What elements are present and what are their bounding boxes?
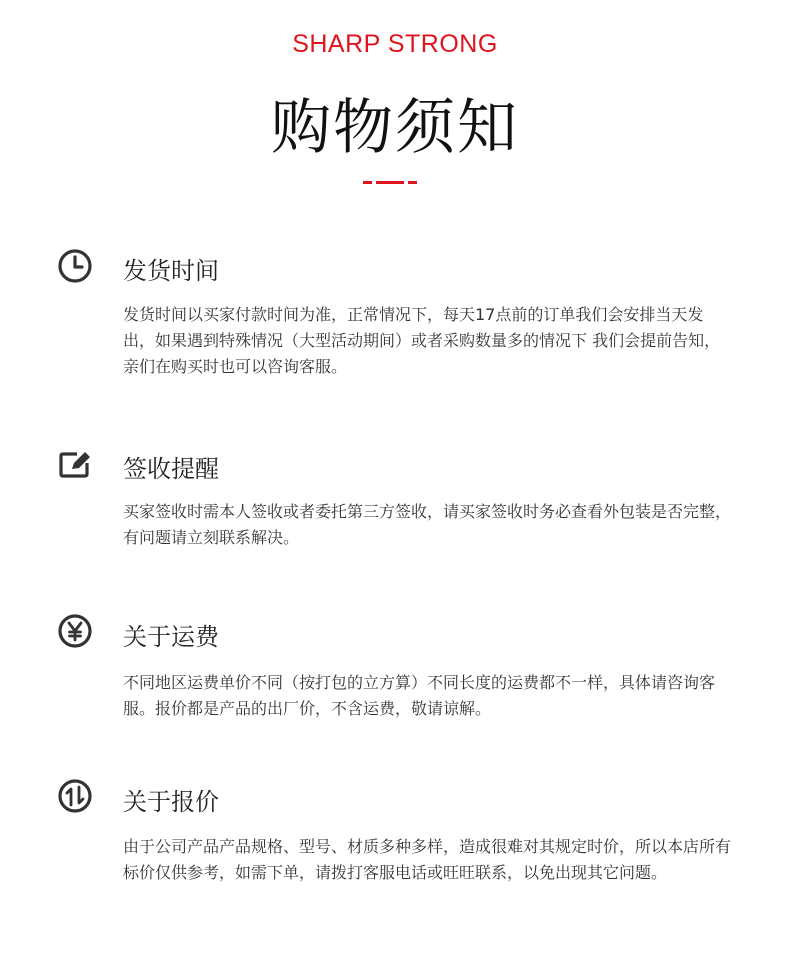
section-body: 买家签收时需本人签收或者委托第三方签收，请买家签收时务必查看外包装是否完整，有问题请立刻联系解决。 (123, 502, 732, 547)
page-title: 购物须知 (271, 93, 519, 163)
section-body: 由于公司产品产品规格、型号、材质多种多样，造成很难对其规定时价，所以本店所有标价仅供参考，如需下单，请拨打客服电话或旺旺联系，以免出现其它问题。 (123, 837, 732, 882)
section-heading: 关于运费 (123, 623, 219, 651)
divider-segment-right (408, 181, 417, 184)
divider-segment-left (363, 181, 372, 184)
yen-icon (57, 613, 93, 649)
section-body: 发货时间以买家付款时间为准，正常情况下，每天17点前的订单我们会安排当天发出，如果遇到特殊情况（大型活动期间）或者采购数量多的情况下 我们会提前告知，亲们在购买时也可以咨询客服。 (123, 305, 721, 376)
title-divider (363, 181, 417, 184)
section-heading: 发货时间 (123, 257, 219, 285)
divider-segment-center (376, 181, 404, 184)
clock-icon (57, 248, 93, 284)
price-exchange-icon (57, 778, 93, 814)
section-heading: 签收提醒 (123, 455, 219, 483)
section-body: 不同地区运费单价不同（按打包的立方算）不同长度的运费都不一样，具体请咨询客服。报价都是产品的出厂价，不含运费，敬请谅解。 (123, 673, 716, 718)
section-heading: 关于报价 (123, 788, 219, 816)
brand-text: SHARP STRONG (292, 30, 498, 58)
sign-edit-icon (57, 445, 93, 481)
